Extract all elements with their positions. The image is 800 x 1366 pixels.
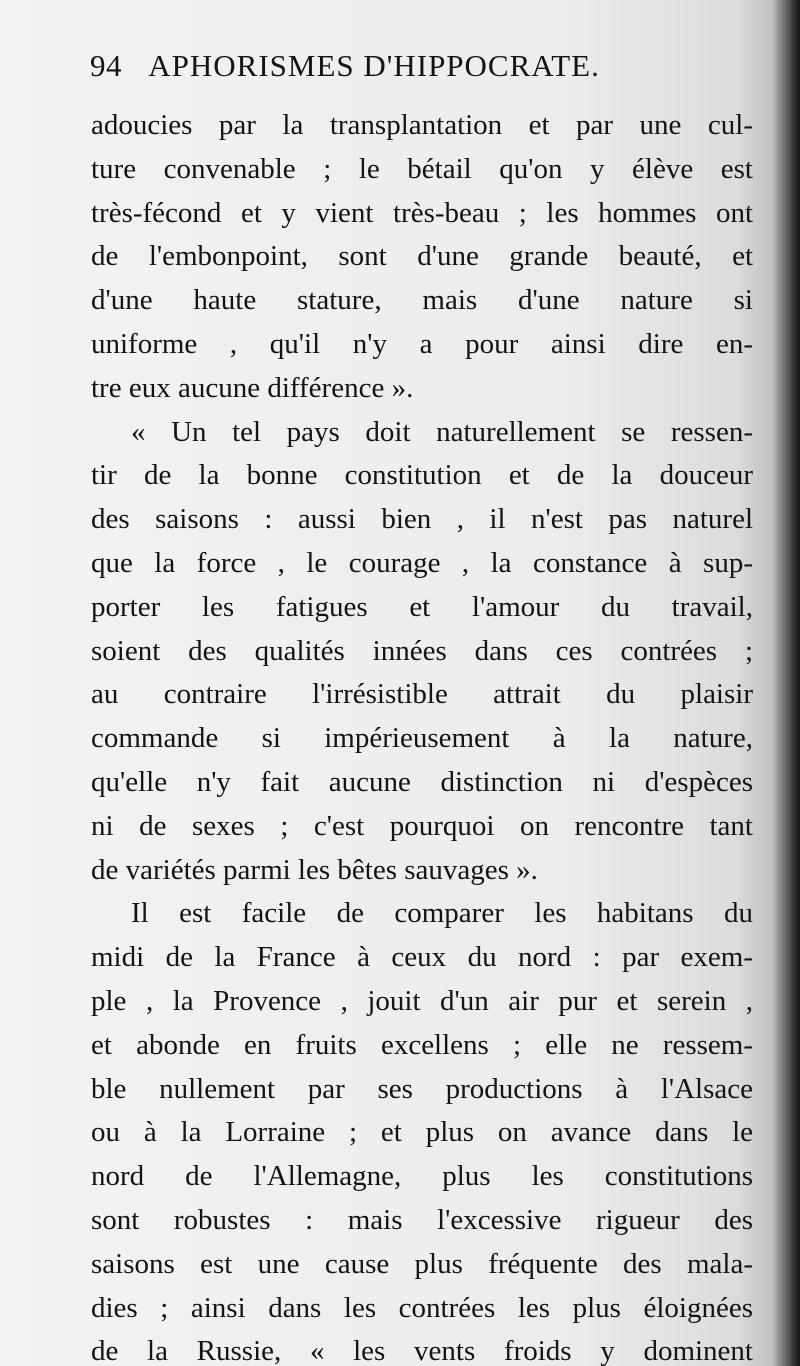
text-line: ou à la Lorraine ; et plus on avance dans le xyxy=(91,1116,753,1149)
text-line: « Un tel pays doit naturellement se ressen- xyxy=(131,415,753,448)
text-line: ni de sexes ; c'est pourquoi on rencontre tant xyxy=(91,809,753,842)
text-line: tre eux aucune différence ». xyxy=(91,371,414,404)
running-title: APHORISMES D'HIPPOCRATE. xyxy=(148,48,600,83)
text-line: ple , la Provence , jouit d'un air pur et serein , xyxy=(91,984,753,1017)
text-line: Il est facile de comparer les habitans du xyxy=(131,897,753,930)
text-line: soient des qualités innées dans ces contrées ; xyxy=(91,634,753,667)
text-line: des saisons : aussi bien , il n'est pas naturel xyxy=(91,503,753,536)
text-line: porter les fatigues et l'amour du travail, xyxy=(91,590,753,623)
text-line: adoucies par la transplantation et par une cul- xyxy=(91,109,753,141)
text-line: de l'embonpoint, sont d'une grande beauté, et xyxy=(91,240,753,273)
text-line: ble nullement par ses productions à l'Alsace xyxy=(91,1072,753,1105)
text-line: au contraire l'irrésistible attrait du plaisir xyxy=(91,678,753,711)
page-header xyxy=(90,48,730,98)
text-line: qu'elle n'y fait aucune distinction ni d'espèces xyxy=(91,765,753,798)
text-line: tir de la bonne constitution et de la douceur xyxy=(91,459,753,492)
text-line: saisons est une cause plus fréquente des mala- xyxy=(91,1247,753,1280)
text-line: de variétés parmi les bêtes sauvages ». xyxy=(91,853,538,886)
page-gutter-shadow xyxy=(772,0,800,1366)
text-line: que la force , le courage , la constance à sup- xyxy=(91,546,753,579)
text-line: nord de l'Allemagne, plus les constitutions xyxy=(91,1160,753,1193)
text-line: de la Russie, « les vents froids y dominent xyxy=(91,1335,753,1366)
text-line: dies ; ainsi dans les contrées les plus éloignées xyxy=(91,1291,753,1324)
text-line: sont robustes : mais l'excessive rigueur des xyxy=(91,1203,753,1236)
body-text xyxy=(91,104,753,1366)
text-line: uniforme , qu'il n'y a pour ainsi dire en- xyxy=(91,327,753,360)
page-number: 94 xyxy=(90,48,122,83)
text-line: et abonde en fruits excellens ; elle ne ressem- xyxy=(91,1028,753,1061)
text-line: midi de la France à ceux du nord : par exem- xyxy=(91,941,753,974)
text-line: ture convenable ; le bétail qu'on y élève est xyxy=(91,152,753,185)
text-line: très-fécond et y vient très-beau ; les hommes ont xyxy=(91,196,753,229)
text-line: d'une haute stature, mais d'une nature si xyxy=(91,284,753,317)
text-line: commande si impérieusement à la nature, xyxy=(91,722,753,755)
